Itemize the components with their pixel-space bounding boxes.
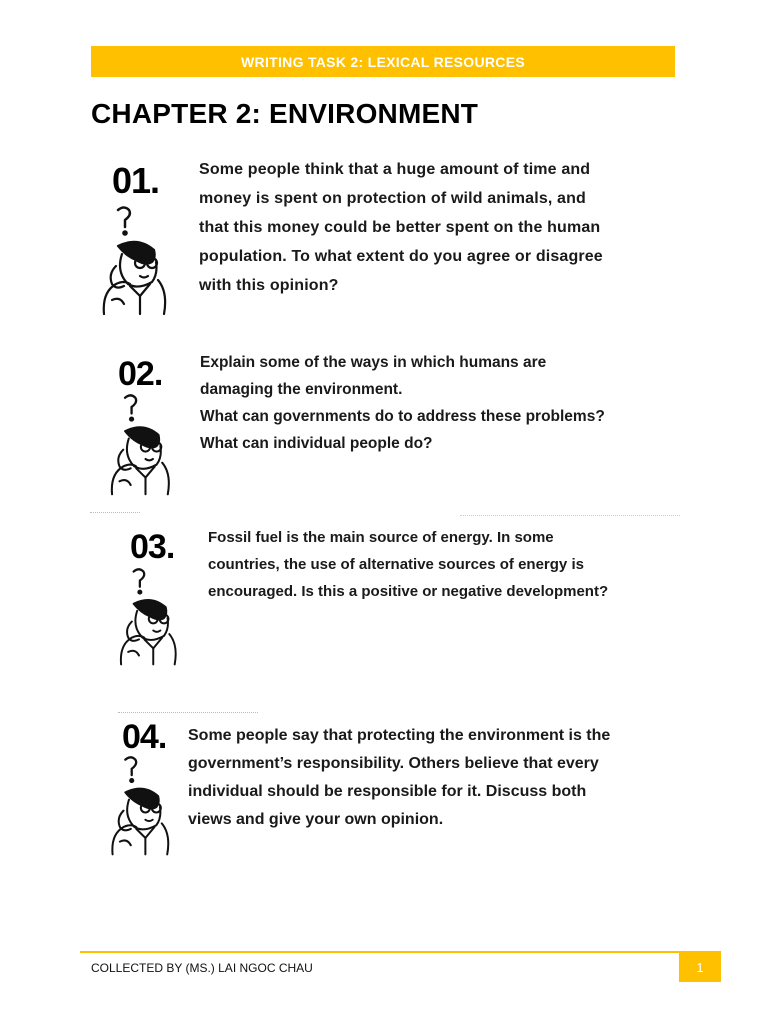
question-line: encouraged. Is this a positive or negative development?: [208, 583, 609, 600]
question-mark-icon: [125, 757, 136, 775]
question-line: government’s responsibility. Others believe that every: [188, 755, 599, 772]
thinking-person-icon: [96, 206, 170, 318]
question-line: What can governments do to address these problems?: [200, 408, 605, 425]
question-text: [188, 722, 610, 834]
page-number-box: [679, 953, 721, 982]
footer-credit: COLLECTED BY (MS.) LAI NGOC CHAU: [91, 961, 313, 975]
question-line: Some people say that protecting the environment is the: [188, 727, 611, 744]
question-number: 04.: [122, 718, 167, 756]
question-line: Some people think that a huge amount of time and: [199, 161, 591, 178]
header-title: WRITING TASK 2: LEXICAL RESOURCES: [241, 53, 525, 70]
question-line: with this opinion?: [199, 277, 339, 294]
question-number: 01.: [112, 160, 160, 201]
question-text: [200, 349, 605, 457]
question-text: [199, 155, 603, 300]
question-line: population. To what extent do you agree or disagree: [199, 248, 603, 265]
question-line: money is spent on protection of wild animals, and: [199, 190, 586, 207]
footer-divider: [80, 951, 721, 953]
thinking-person-icon: [104, 394, 174, 498]
question-number: 03.: [130, 528, 175, 566]
question-number: 02.: [118, 355, 163, 393]
question-line: countries, the use of alternative sources of energy is: [208, 556, 584, 573]
question-line: Fossil fuel is the main source of energy. In some: [208, 529, 554, 546]
question-line: individual should be responsible for it. Discuss both: [188, 783, 587, 800]
thinking-person-icon: [112, 568, 182, 668]
question-line: damaging the environment.: [200, 381, 403, 398]
thinking-person-icon: [104, 756, 174, 858]
question-line: What can individual people do?: [200, 435, 433, 452]
scan-artifact: [460, 515, 680, 517]
question-line: Explain some of the ways in which humans are: [200, 354, 547, 371]
page-number: 1: [696, 960, 704, 975]
question-text: [208, 524, 608, 605]
header-bar: [91, 46, 675, 77]
question-mark-icon: [125, 395, 136, 413]
question-mark-icon: [134, 569, 145, 586]
question-mark-icon: [118, 208, 130, 228]
chapter-title: CHAPTER 2: ENVIRONMENT: [91, 98, 479, 129]
scan-artifact: [90, 512, 140, 514]
scan-artifact: [118, 712, 258, 714]
question-line: views and give your own opinion.: [188, 811, 444, 828]
question-line: that this money could be better spent on the human: [199, 219, 601, 236]
